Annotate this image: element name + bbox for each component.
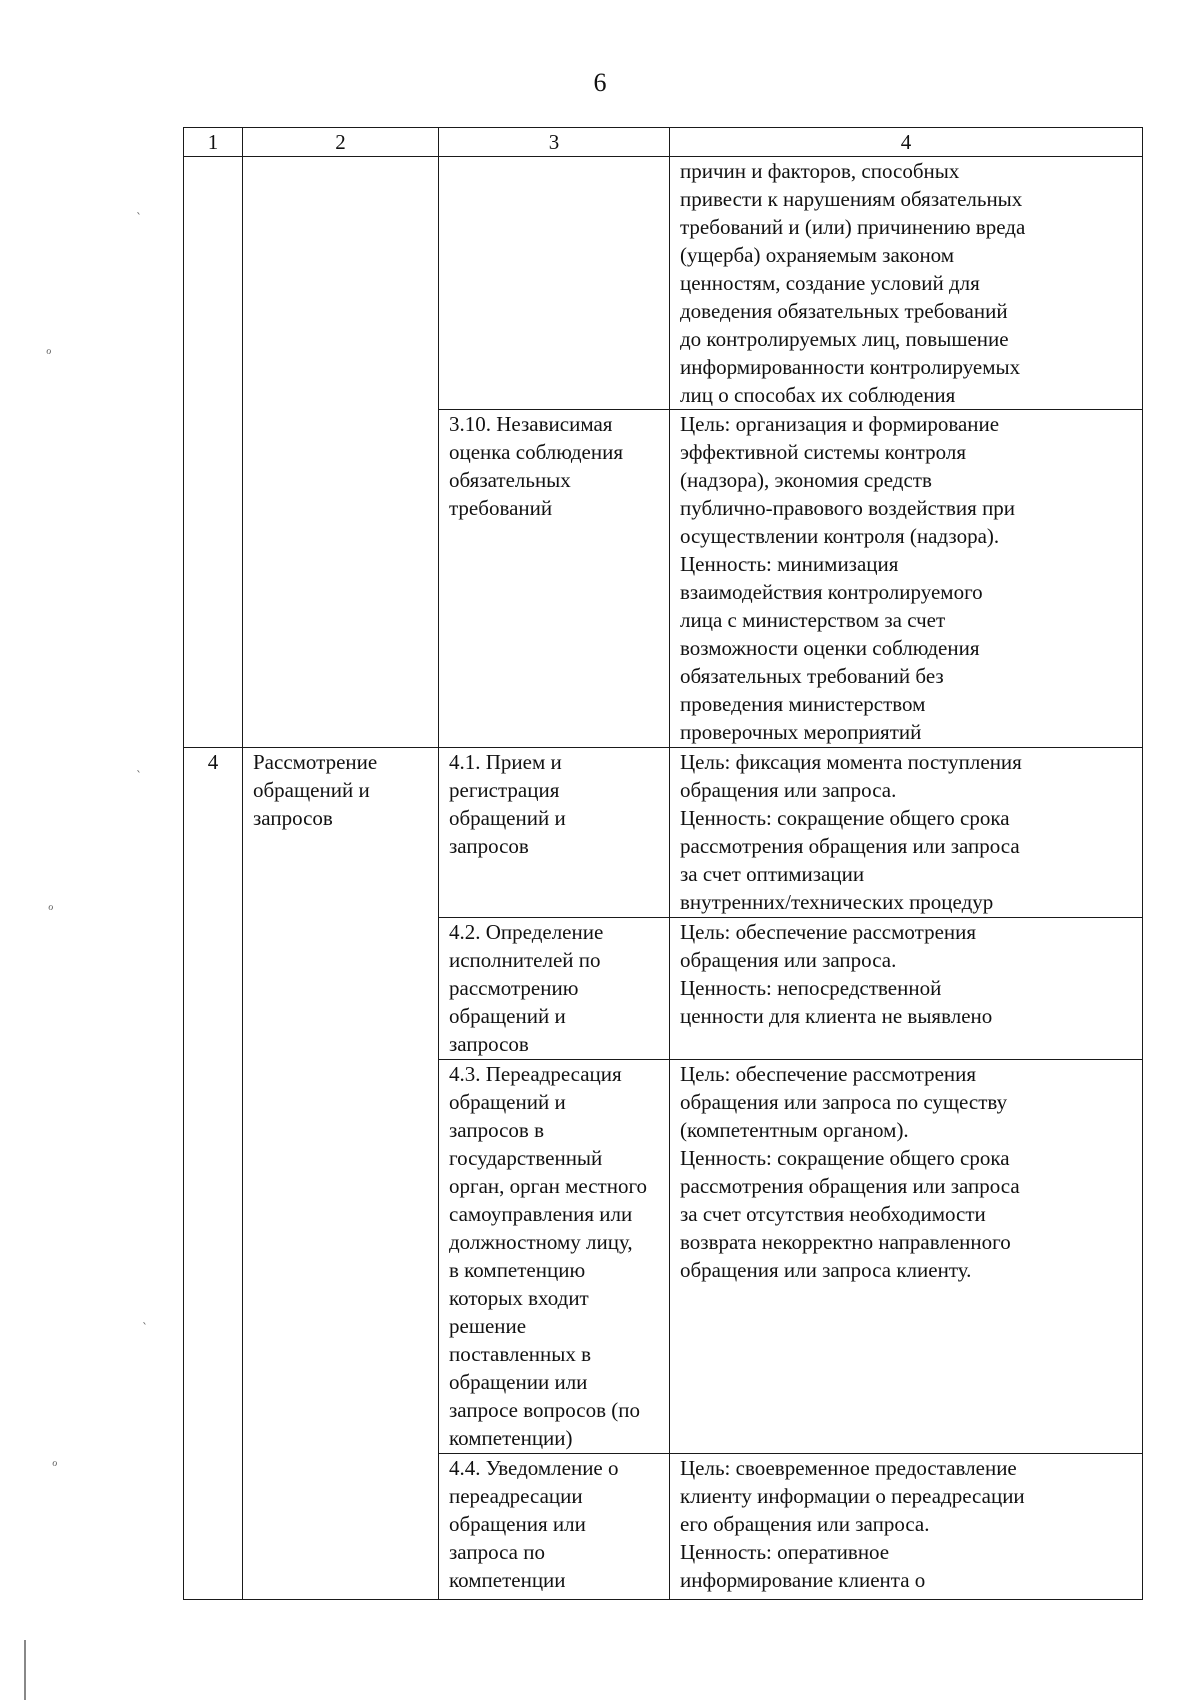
description-cell: Цель: обеспечение рассмотрения обращения или запроса по существу (компетентным органом). Ценность: сокращение общего срока рассмотрения обращения или запроса за счет отсутствия необходимости возврата некорректно направленного обращения или запроса клиенту. (670, 1060, 1143, 1454)
subitem-cell: 4.2. Определение исполнителей по рассмотрению обращений и запросов (439, 918, 670, 1060)
description-cell: Цель: фиксация момента поступления обращения или запроса. Ценность: сокращение общего срока рассмотрения обращения или запроса за счет оптимизации внутренних/технических процедур (670, 748, 1143, 918)
description-cell: Цель: своевременное предоставление клиенту информации о переадресации его обращения или запроса. Ценность: оперативное информирование клиента о (670, 1454, 1143, 1600)
scan-speck: ` (142, 1321, 148, 1335)
subitem-cell (439, 157, 670, 410)
column-header-2: 2 (243, 128, 439, 157)
subitem-cell: 4.1. Прием и регистрация обращений и запросов (439, 748, 670, 918)
description-cell: причин и факторов, способных привести к нарушениям обязательных требований и (или) причинению вреда (ущерба) охраняемым законом ценностям, создание условий для доведения обязательных требований до контролируемых лиц, повышение информированности контролируемых лиц о способах их соблюдения (670, 157, 1143, 410)
description-cell: Цель: организация и формирование эффективной системы контроля (надзора), экономия средств публично-правового воздействия при осуществлении контроля (надзора). Ценность: минимизация взаимодействия контролируемого лица с министерством за счет возможности оценки соблюдения обязательных требований без проведения министерством проверочных мероприятий (670, 410, 1143, 748)
description-cell: Цель: обеспечение рассмотрения обращения или запроса. Ценность: непосредственной ценности для клиента не выявлено (670, 918, 1143, 1060)
row-name-cell: Рассмотрение обращений и запросов (243, 748, 439, 1600)
scan-edge-line (24, 1640, 26, 1700)
table-row (184, 157, 1143, 410)
scan-speck: ℴ (46, 343, 52, 357)
row-name-cell (243, 157, 439, 748)
table-row (184, 748, 1143, 918)
row-number-cell (184, 157, 243, 748)
scan-speck: ℴ (52, 1455, 58, 1469)
scan-speck: ` (136, 211, 142, 225)
scan-speck: ℴ (48, 899, 54, 913)
subitem-cell: 3.10. Независимая оценка соблюдения обязательных требований (439, 410, 670, 748)
page-number: 6 (593, 68, 607, 97)
subitem-cell: 4.3. Переадресация обращений и запросов в государственный орган, орган местного самоуправления или должностному лицу, в компетенцию которых входит решение поставленных в обращении или запросе вопросов (по компетенции) (439, 1060, 670, 1454)
column-header-3: 3 (439, 128, 670, 157)
column-header-4: 4 (670, 128, 1143, 157)
table-header-row (184, 128, 1143, 157)
scan-speck: ` (136, 769, 142, 783)
column-header-1: 1 (184, 128, 243, 157)
row-number-cell: 4 (184, 748, 243, 1600)
document-table (183, 127, 1143, 1600)
subitem-cell: 4.4. Уведомление о переадресации обращения или запроса по компетенции (439, 1454, 670, 1600)
